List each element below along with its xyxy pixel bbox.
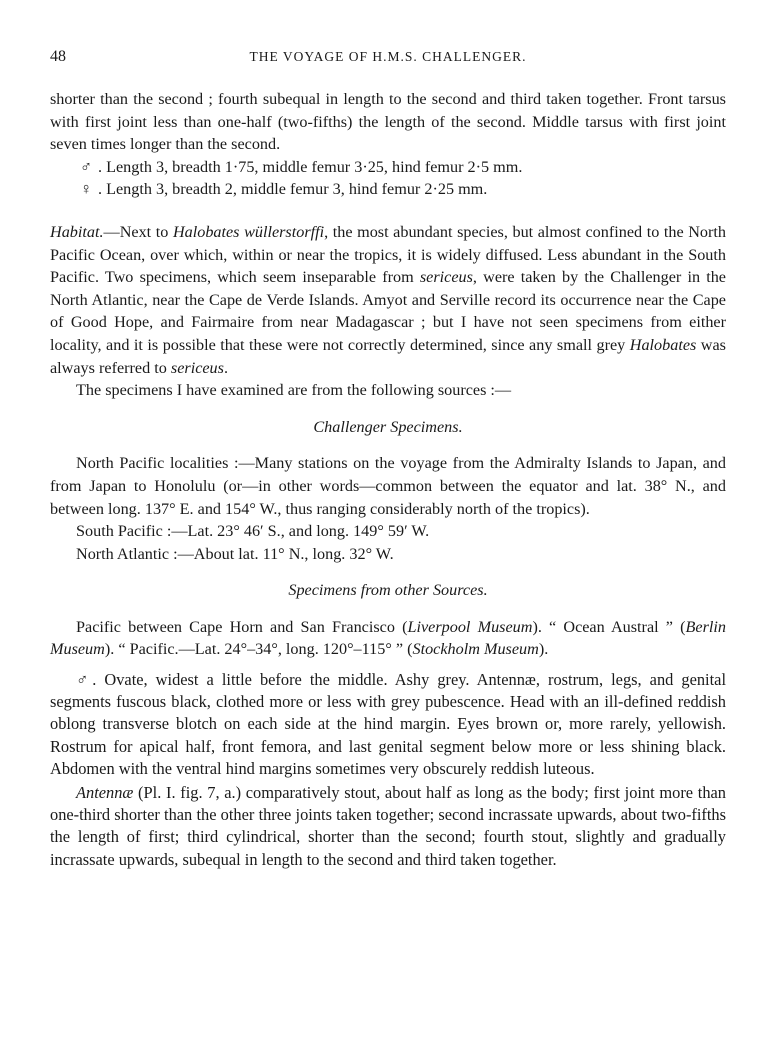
other-sources-text-2: ). “ Ocean Austral ” ( (532, 617, 686, 636)
male-description (50, 669, 726, 780)
other-sources-text-3: ). “ Pacific.—Lat. 24°–34°, long. 120°–115° ” ( (104, 640, 413, 659)
sources-intro: The specimens I have examined are from the following sources :— (76, 381, 512, 400)
female-dimensions-text: . Length 3, breadth 2, middle femur 3, hind femur 2·25 mm. (98, 180, 488, 199)
male-description-symbol: ♂ (76, 670, 93, 690)
antennae-description (50, 782, 726, 871)
description-block (50, 669, 726, 871)
male-dimensions-text: . Length 3, breadth 1·75, middle femur 3·25, hind femur 2·5 mm. (98, 157, 523, 176)
antennae-text: (Pl. I. fig. 7, a.) comparatively stout, about half as long as the body; first joint more than one-third shorter than the other three joints taken together; second incrassate upwards, about two-fifths the length of first; third cylindrical, shorter than the second; fourth stout, slightly and gradually incrassate upwards, subequal in length to the second and third taken together. (50, 783, 726, 869)
habitat-text-5: . (223, 358, 228, 377)
habitat-paragraph (50, 221, 726, 379)
other-sources-text-4: ). (538, 640, 549, 659)
male-dimensions (50, 156, 726, 179)
habitat-species-1: Halobates wüllerstorffi (172, 222, 325, 241)
male-description-text: . Ovate, widest a little before the middle. Ashy grey. Antennæ, rostrum, legs, and genital segments fuscous black, clothed more or less with grey pubescence. Head with an ill-defined reddish oblong transverse blotch on each side at the hind margin. Eyes brown or, more rarely, yellowish. Rostrum for apical half, front femora, and last genital segment below more or less shining black. Abdomen with the ventral hind margins sometimes very obscurely reddish luteous. (50, 670, 726, 778)
north-atlantic-locality: North Atlantic :—About lat. 11° N., long. 32° W. (76, 544, 394, 563)
other-sources-text-1: Pacific between Cape Horn and San Francisco ( (76, 617, 408, 636)
habitat-species-2: sericeus (419, 268, 473, 287)
challenger-heading: Challenger Specimens. (313, 417, 463, 436)
antennae-label: Antennæ (76, 783, 134, 803)
habitat-genus: Halobates (629, 335, 697, 354)
running-title: THE VOYAGE OF H.M.S. CHALLENGER. (249, 49, 527, 64)
female-symbol: ♀ (80, 180, 93, 199)
male-symbol: ♂ (80, 157, 93, 176)
page-header (50, 48, 726, 68)
page-body (50, 88, 726, 871)
page-number: 48 (50, 48, 66, 65)
habitat-text-4: was always referred to (50, 335, 726, 377)
south-pacific-locality: South Pacific :—Lat. 23° 46′ S., and long. 149° 59′ W. (76, 522, 430, 541)
habitat-species-3: sericeus (170, 358, 224, 377)
north-pacific-localities: North Pacific localities :—Many stations on the voyage from the Admiralty Islands to Japan, and from Japan to Honolulu (or—in other words—common between the equator and lat. 38° N., and between long. 137° E. and 154° W., thus ranging considerably north of the tropics). (50, 454, 726, 518)
museum-berlin: Berlin Museum (50, 617, 726, 659)
intro-paragraph: shorter than the second ; fourth subequal in length to the second and third taken together. Front tarsus with first joint less than one-half (two-fifths) the length of the second. Middle tarsus with first joint seven times longer than the second. (50, 90, 726, 154)
habitat-text-1: —Next to (103, 222, 173, 241)
other-sources-paragraph (50, 616, 726, 661)
female-dimensions (50, 178, 726, 201)
habitat-text-2: , the most abundant species, but almost confined to the North Pacific Ocean, over which, within or near the tropics, it is widely diffused. Less abundant in the South Pacific. Two specimens, which seem inseparable from (50, 222, 727, 287)
museum-liverpool: Liverpool Museum (407, 617, 533, 636)
museum-stockholm: Stockholm Museum (412, 640, 539, 659)
habitat-label: Habitat. (50, 222, 104, 241)
habitat-text-3: , were taken by the Challenger in the North Atlantic, near the Cape de Verde Islands. Amyot and Serville record its occurrence near the Cape of Good Hope, and Fairmaire from near Madagascar ; but I have not seen specimens from either locality, and it is possible that these were not correctly determined, since any small grey (50, 268, 726, 354)
other-sources-heading: Specimens from other Sources. (288, 581, 488, 600)
